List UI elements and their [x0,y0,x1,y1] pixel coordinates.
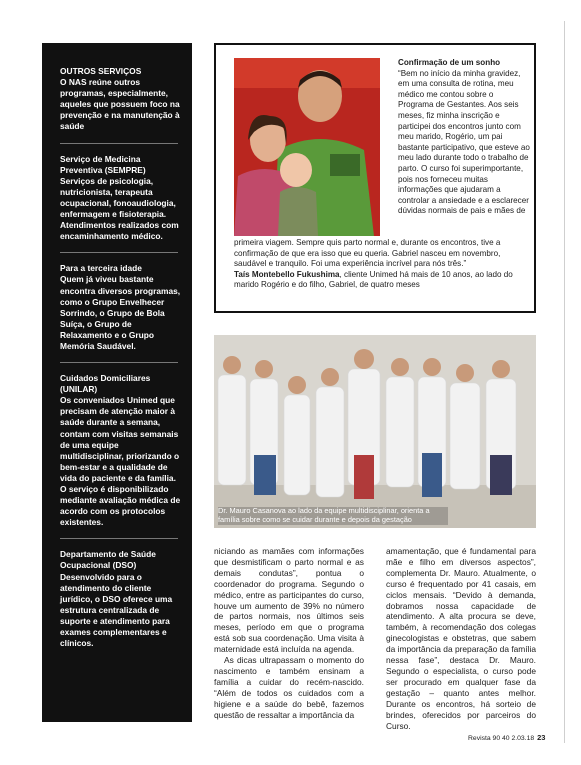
section-body: Os conveniados Unimed que precisam de atenção maior à saúde durante a semana, contam com visitas semanais de uma equipe multidisciplinar, priorizando o bem-estar e a qualidade de vida do paciente e da família. O serviço é disponibilizado mediante avaliação médica de acordo com os protocolos existentes. [60,395,181,528]
sidebar-section [60,373,182,528]
sidebar-section [60,549,182,649]
page-footer [468,733,545,742]
family-photo [234,58,380,236]
sidebar-section [60,154,182,243]
section-title: Para a terceira idade [60,263,142,274]
section-body: Quem já viveu bastante encontra diversos programas, como o Grupo Envelhecer Sorrindo, o Grupo de Bola Suíça, o Grupo de Relaxamento e o Grupo Memória Saudável. [60,274,181,351]
divider [60,538,178,539]
issue-label: Revista 90 40 2.03.18 [468,735,535,742]
section-body: Serviços de psicologia, nutricionista, terapeuta ocupacional, fonoaudiologia, enfermagem e fisioterapia. Atendimentos realizados com encaminhamento médico. [60,175,179,242]
section-title: OUTROS SERVIÇOS [60,66,142,76]
divider [60,362,178,363]
team-photo [214,335,536,528]
sidebar-section [60,66,182,133]
testimonial-text: “Bem no início da minha gravidez, em uma consulta de rotina, meu médico me contou sobre o Programa de Gestantes. Aos seis meses, fiz minha inscrição e participei dos encontros junto com meu marido, Rogério, um pai bastante participativo, que esteve ao meu lado durante todo o trabalho de parto. O curso foi superimportante, pois nos forneceu muitas informações que ajudaram a controlar a ansiedade e a esclarecer dúvidas normais de pais e mães de [398,68,530,216]
article-column-2 [386,546,536,731]
family-photo-illustration [234,58,380,236]
article-paragraph: As dicas ultrapassam o momento do nascimento e também ensinam a família a cuidar do recém-nascido. “Além de todos os cuidados com a higiene e a saúde do bebê, fazemos questão de ressaltar a importância da [214,655,364,720]
testimonial-signature-detail: , cliente Unimed há mais de 10 anos, ao lado do marido Rogério e do filho, Gabriel, de quatro meses [234,269,513,290]
divider [60,252,178,253]
section-title: Serviço de Medicina Preventiva (SEMPRE) [60,153,146,175]
sidebar-section [60,263,182,352]
testimonial-continued [234,238,530,291]
sidebar-services [42,43,192,722]
testimonial-signature: Taís Montebello Fukushima [234,269,340,279]
testimonial-quote [398,58,530,217]
article-column-1 [214,546,364,721]
testimonial-box [214,43,536,313]
team-photo-caption: Dr. Mauro Casanova ao lado da equipe multidisciplinar, orienta a família sobre como se cuidar durante e depois da gestação [218,507,448,525]
article-paragraph: niciando as mamães com informações que desmistificam o parto normal e as demais condutas”, pontua o coordenador do programa. Segundo o médico, entre as participantes do curso, houve um aumento de 39% no número de partos normais, nos últimos seis meses, período em que o programa está sob sua coordenação. Uma visita à maternidade está incluída na agenda. [214,546,364,655]
section-body: O NAS reúne outros programas, especialmente, aqueles que possuem foco na prevenção e na manutenção à saúde [60,77,180,132]
page-number: 23 [537,733,546,742]
team-photo-illustration [214,335,536,528]
section-title: Cuidados Domiciliares (UNILAR) [60,373,151,395]
section-title: Departamento de Saúde Ocupacional (DSO) [60,549,156,571]
testimonial-title: Confirmação de um sonho [398,58,501,67]
testimonial-text-cont: primeira viagem. Sempre quis parto normal e, durante os encontros, tive a confirmação de que era isso que eu queria. Gabriel nasceu em novembro, saudável e tranquilo. Foi uma experiência incrível para nós três.” [234,238,501,269]
article-paragraph: amamentação, que é fundamental para mãe e filho em diversos aspectos”, complementa Dr. Mauro. Atualmente, o curso é frequentado por 41 casais, em ciclos mensais. “Devido à demanda, dobramos nossa capacidade de atendimento. A alta procura se deve, também, à recomendação dos colegas ginecologistas e obstetras, que sabem da importância da preparação da família nessa fase”, destaca Dr. Mauro. Segundo o especialista, o curso pode ser procurado em qualquer fase da gestação – quanto antes melhor. Durante os encontros, há sorteio de brindes, oferecidos por parceiros do Curso. [386,546,536,731]
section-body: Desenvolvido para o atendimento do cliente jurídico, o DSO oferece uma estrutura centralizada de suporte e atendimento para exames complementares e clínicos. [60,571,173,649]
divider [60,143,178,144]
